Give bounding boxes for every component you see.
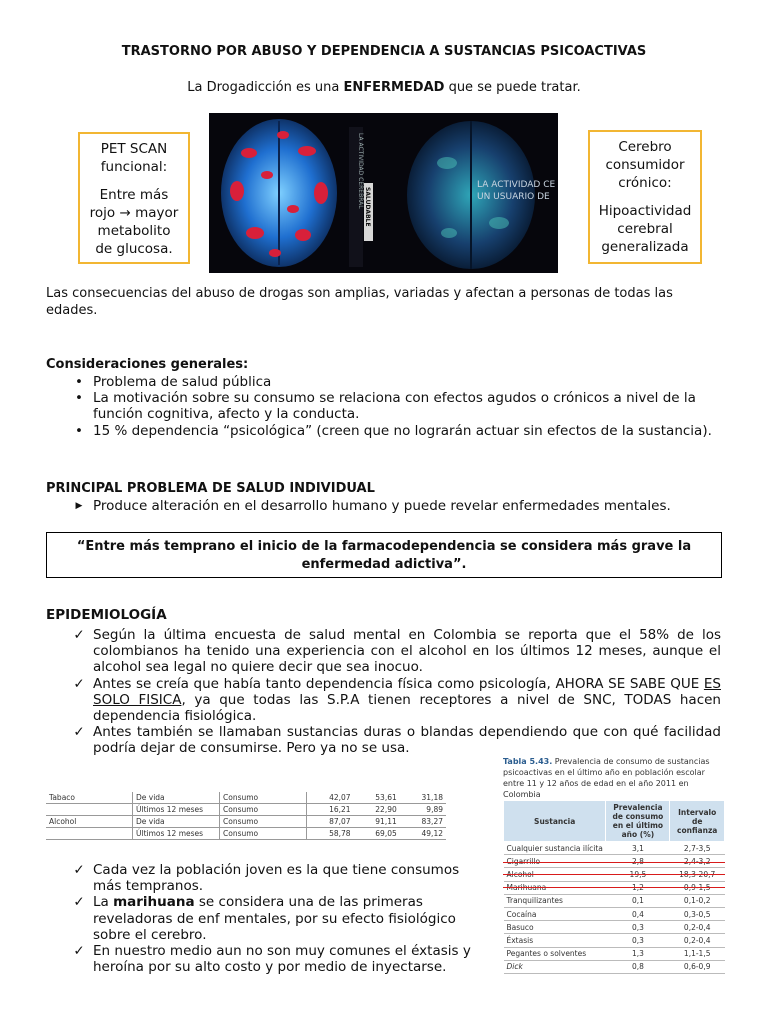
general-list: [75, 374, 723, 439]
red-underline-alcohol: [503, 874, 725, 875]
table-row: Cigarrillo 2,8 2,4-3,2: [504, 855, 725, 868]
list-item: ✓ Antes se creía que había tanto dependencia física como psicología, AHORA SE SABE QUE ES SOLO FISICA, ya que todas las S.P.A tienen receptores a nivel de SNC, TODAS hacen dependencia fisiológica.: [73, 675, 721, 725]
red-underline-cigarrillo: [503, 862, 725, 863]
table-row: Tranquilizantes 0,1 0,1-0,2: [504, 894, 725, 907]
table-row: Cocaína 0,4 0,3-0,5: [504, 907, 725, 920]
table-row: Marihuana 1,2 0,9-1,5: [504, 881, 725, 894]
table-row: Éxtasis 0,3 0,2-0,4: [504, 934, 725, 947]
svg-text:LA ACTIVIDAD CE: LA ACTIVIDAD CE: [477, 180, 556, 190]
epidemiology-list-2: [73, 862, 473, 976]
svg-text:UN USUARIO DE: UN USUARIO DE: [477, 192, 550, 202]
table-row: Dick 0,8 0,6-0,9: [504, 960, 725, 973]
subtitle: La Drogadicción es una ENFERMEDAD que se puede tratar.: [187, 80, 581, 95]
epidemiology-heading: EPIDEMIOLOGÍA: [46, 607, 167, 623]
table-row: Alcohol De vida Consumo 87,07 91,11 83,27: [46, 816, 446, 828]
list-item: ✓ Según la última encuesta de salud mental en Colombia se reporta que el 58% de los colombianos ha tenido una experiencia con el alcohol en los últimos 12 meses, aunque el alcohol sea legal no quiere decir que sea inocuo.: [73, 627, 721, 676]
list-item: ✓ En nuestro medio aun no son muy comunes el éxtasis y heroína por su alto costo y por medio de inyectarse.: [73, 943, 471, 976]
table2-caption: Tabla 5.43. Prevalencia de consumo de sustancias psicoactivas en el último año en población escolar entre 11 y 12 años de edad en el año 2011 en Colombia: [503, 757, 710, 799]
pet-scan-callout: PET SCAN funcional: Entre más rojo → mayor metabolito de glucosa.: [78, 132, 190, 264]
quote-box: “Entre más temprano el inicio de la farmacodependencia se considera más grave la enfermedad adictiva”.: [46, 532, 722, 578]
table-row: Tabaco De vida Consumo 42,07 53,61 31,18: [46, 792, 446, 804]
page-title: TRASTORNO POR ABUSO Y DEPENDENCIA A SUSTANCIAS PSICOACTIVAS: [121, 44, 647, 59]
list-item: • Problema de salud pública: [75, 374, 272, 390]
table-row: Últimos 12 meses Consumo 58,78 69,05 49,12: [46, 828, 446, 840]
brain-scan-graphic: [209, 113, 558, 273]
list-item: ▶ Produce alteración en el desarrollo humano y puede revelar enfermedades mentales.: [75, 498, 671, 514]
general-heading: Consideraciones generales:: [46, 357, 249, 372]
table-row: Últimos 12 meses Consumo 16,21 22,90 9,89: [46, 804, 446, 816]
table-tobacco-alcohol: [46, 792, 446, 840]
epidemiology-list: [73, 627, 721, 757]
table-row: Alcohol 19,5 18,3-20,7: [504, 868, 725, 881]
list-item: • La motivación sobre su consumo se relaciona con efectos agudos o crónicos a nivel de la función cognitiva, afecto y la conducta.: [75, 390, 696, 423]
brain-scan-image: [209, 113, 558, 273]
list-item: • 15 % dependencia “psicológica” (creen que no lograrán actuar sin efectos de la sustancia).: [75, 422, 712, 439]
list-item: ✓ Antes también se llamaban sustancias duras o blandas dependiendo que con qué facilidad podría dejar de consumirse. Pero ya no se usa.: [73, 724, 721, 757]
list-item: ✓ Cada vez la población joven es la que tiene consumos más tempranos.: [73, 862, 460, 895]
list-item: ✓ La marihuana se considera una de las primeras reveladoras de enf mentales, por su efecto fisiológico sobre el cerebro.: [73, 894, 456, 943]
svg-text:LA ACTIVIDAD CEREBRAL: LA ACTIVIDAD CEREBRAL: [357, 133, 364, 209]
consequences-paragraph: Las consecuencias del abuso de drogas son amplias, variadas y afectan a personas de todas las edades.: [46, 286, 673, 318]
table-row: Pegantes o solventes 1,3 1,1-1,5: [504, 947, 725, 960]
principal-heading: PRINCIPAL PROBLEMA DE SALUD INDIVIDUAL: [46, 481, 375, 496]
red-underline-marihuana: [503, 887, 725, 888]
table-header-row: Sustancia Prevalencia de consumo en el último año (%) Intervalo de confianza: [504, 801, 725, 842]
chronic-consumer-callout: Cerebro consumidor crónico: Hipoactividad cerebral generalizada: [588, 130, 702, 264]
svg-text:SALUDABLE: SALUDABLE: [364, 187, 371, 227]
table-row: Basuco 0,3 0,2-0,4: [504, 921, 725, 934]
principal-list: [75, 498, 723, 514]
table-row: Cualquier sustancia ilícita 3,1 2,7-3,5: [504, 842, 725, 855]
